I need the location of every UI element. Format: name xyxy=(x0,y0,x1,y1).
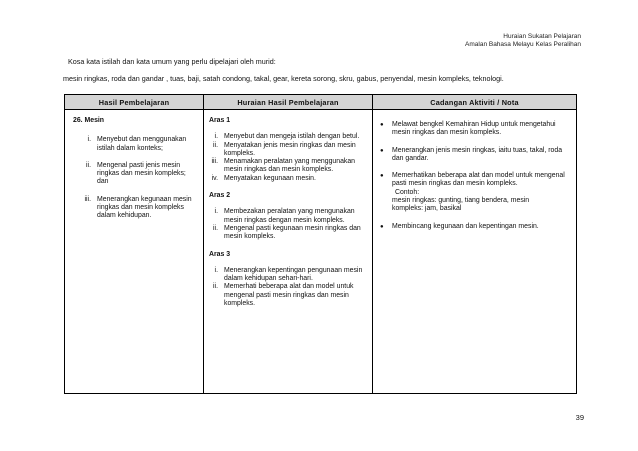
activity-item xyxy=(380,121,571,138)
level-item-number: ii. xyxy=(213,224,218,232)
level-item-number: ii. xyxy=(213,141,218,149)
vocabulary-intro: Kosa kata istilah dan kata umum yang perlu dipelajari oleh murid: xyxy=(68,57,276,66)
level-item-text: Menyatakan kegunaan mesin. xyxy=(224,174,316,182)
level-item-text: Menamakan peralatan yang menggunakan mesin ringkas dan mesin kompleks. xyxy=(224,158,356,174)
outcome-item xyxy=(73,136,198,153)
outcome-number: ii. xyxy=(86,161,91,169)
bullet-icon: ● xyxy=(380,122,384,128)
level-item xyxy=(209,267,368,284)
level-item-text: Menerangkan kepentingan pengunaan mesin dalam kehidupan sehari-hari. xyxy=(224,266,363,283)
activity-text: Melawat bengkel Kemahiran Hidup untuk mengetahui mesin ringkas dan mesin kompleks. xyxy=(392,121,556,137)
example-line: kompleks: jam, basikal xyxy=(392,205,462,213)
level-item-number: i. xyxy=(214,266,218,274)
outcome-number: i. xyxy=(87,136,91,144)
column-header-activities: Cadangan Aktiviti / Nota xyxy=(373,95,577,110)
level-item xyxy=(209,142,368,159)
level-title: Aras 1 xyxy=(209,117,231,124)
table-header-row xyxy=(65,95,577,110)
header-title: Huraian Sukatan Pelajaran xyxy=(503,33,581,40)
level-title: Aras 2 xyxy=(209,192,231,200)
level-item xyxy=(209,283,368,308)
activity-item xyxy=(380,223,571,231)
table-body-row xyxy=(65,110,577,394)
activity-item xyxy=(380,147,571,164)
level-item-number: i. xyxy=(214,133,218,141)
activity-item xyxy=(380,172,571,213)
level-item-text: Memerhati beberapa alat dan model untuk mengenal pasti mesin ringkas dan mesin kompleks. xyxy=(224,283,354,308)
level-item-number: i. xyxy=(214,208,218,216)
bullet-icon: ● xyxy=(380,173,384,180)
level-title: Aras 3 xyxy=(209,250,231,258)
header-subtitle: Amalan Bahasa Melayu Kelas Peralihan xyxy=(465,41,581,48)
bullet-icon: ● xyxy=(380,223,384,230)
outcomes-cell xyxy=(65,110,204,394)
activity-text: Membincang kegunaan dan kepentingan mesin. xyxy=(392,222,539,230)
activities-cell xyxy=(373,110,577,394)
outcome-text: Mengenal pasti jenis mesin ringkas dan mesin kompleks; dan xyxy=(97,161,186,186)
syllabus-table xyxy=(64,94,577,394)
description-cell xyxy=(204,110,373,394)
page-number: 39 xyxy=(575,413,584,422)
level-item-number: ii. xyxy=(213,283,218,291)
example-line: mesin ringkas: gunting, tiang bendera, mesin xyxy=(392,197,530,205)
bullet-icon: ● xyxy=(380,147,384,154)
example-label: Contoh: xyxy=(395,188,420,196)
outcome-number: iii. xyxy=(84,195,91,203)
level-item-number: iii. xyxy=(211,158,218,166)
column-header-description: Huraian Hasil Pembelajaran xyxy=(204,95,373,110)
outcome-item xyxy=(73,162,198,187)
topic-title: 26. Mesin xyxy=(73,117,105,124)
level-item xyxy=(209,208,368,225)
activity-description: Memerhatikan beberapa alat dan model untuk mengenal pasti mesin ringkas dan mesin kompleks. xyxy=(392,172,565,188)
activity-text xyxy=(388,172,571,213)
activity-text: Menerangkan jenis mesin ringkas, iaitu tuas, takal, roda dan gandar. xyxy=(392,146,563,162)
vocabulary-list: mesin ringkas, roda dan gandar , tuas, baji, satah condong, takal, gear, kereta sorong, skru, gabus, penyendal, mesin kompleks, teknologi. xyxy=(63,74,504,83)
level-item-text: Menyatakan jenis mesin ringkas dan mesin kompleks. xyxy=(224,141,356,157)
level-item-text: Membezakan peralatan yang mengunakan mesin ringkas dengan mesin kompleks. xyxy=(224,208,355,224)
level-item xyxy=(209,133,368,141)
level-item-number: iv. xyxy=(211,174,218,182)
outcome-item xyxy=(73,196,198,221)
level-item xyxy=(209,225,368,242)
column-header-outcomes: Hasil Pembelajaran xyxy=(65,95,204,110)
outcome-text: Menyebut dan menggunakan istilah dalam konteks; xyxy=(97,136,187,152)
level-item xyxy=(209,158,368,175)
level-item-text: Menyebut dan mengeja istilah dengan betul. xyxy=(224,133,360,141)
outcome-text: Menerangkan kegunaan mesin ringkas dan mesin kompleks dalam kehidupan. xyxy=(97,195,192,220)
level-item-text: Mengenal pasti kegunaan mesin ringkas dan mesin kompleks. xyxy=(224,224,361,241)
level-item xyxy=(209,175,368,183)
